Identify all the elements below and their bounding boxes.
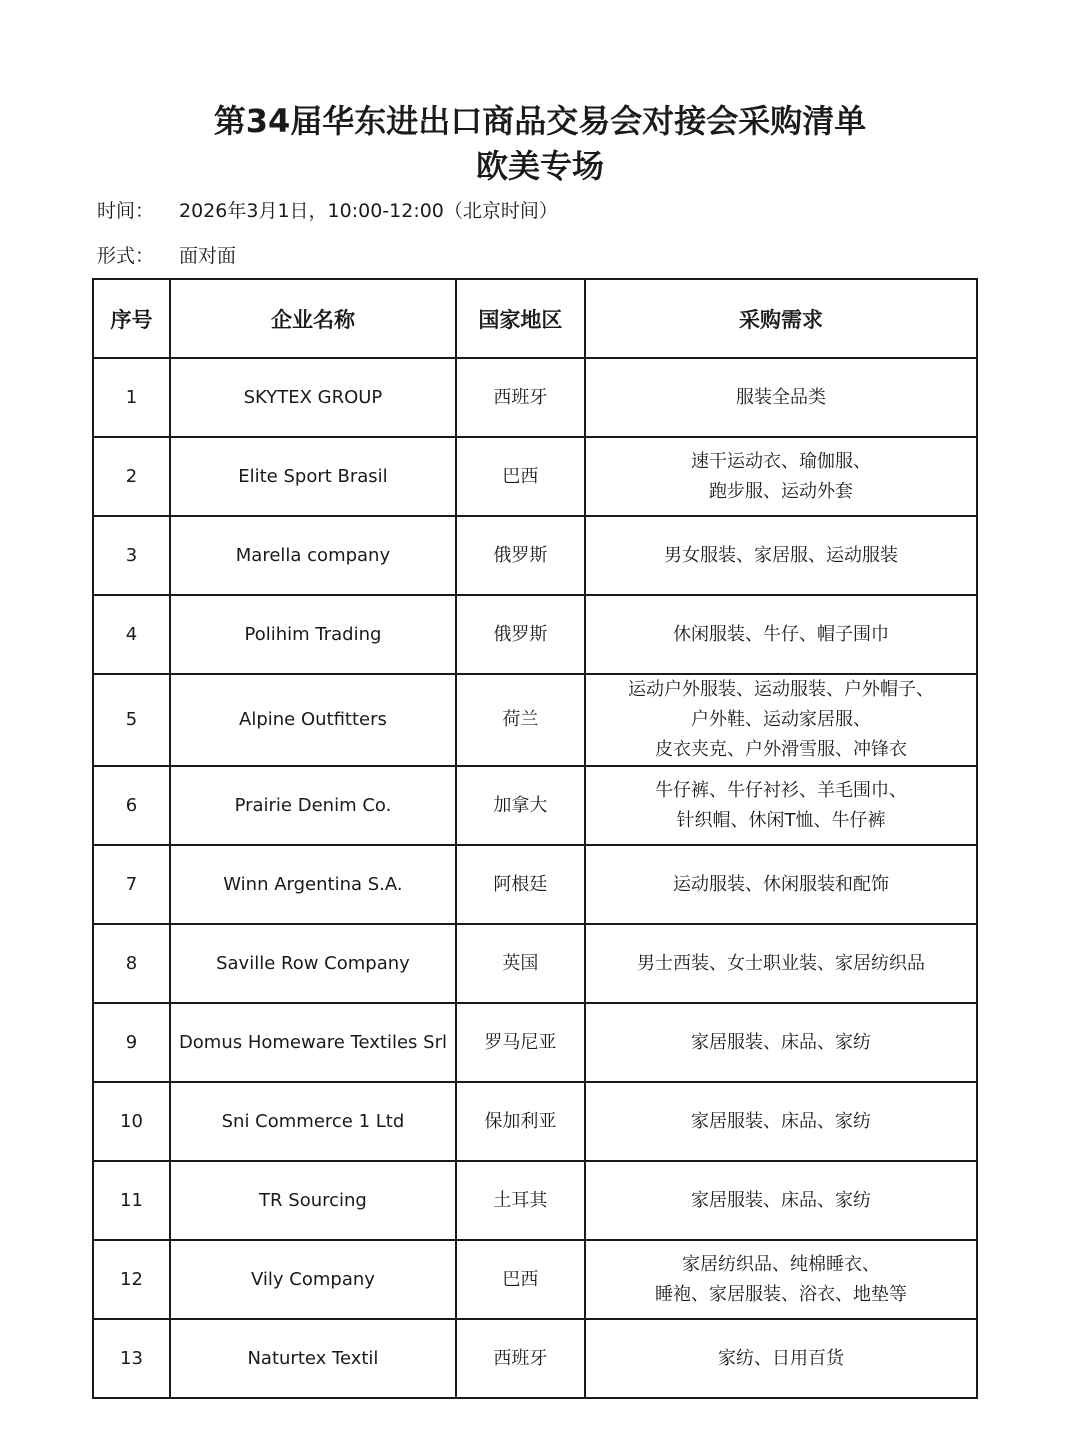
cell-company-name: Alpine Outfitters — [170, 674, 456, 766]
needs-line: 速干运动衣、瑜伽服、 — [690, 450, 871, 472]
time-label: 时间： — [97, 200, 155, 222]
cell-needs — [585, 1161, 977, 1240]
header-needs: 采购需求 — [585, 279, 977, 358]
cell-needs — [585, 595, 977, 674]
table-header-row — [93, 279, 977, 358]
cell-seq: 12 — [93, 1240, 170, 1319]
cell-seq: 13 — [93, 1319, 170, 1398]
cell-company-name: Polihim Trading — [170, 595, 456, 674]
needs-line: 休闲服装、牛仔、帽子围巾 — [672, 623, 889, 645]
cell-company-name: Marella company — [170, 516, 456, 595]
cell-needs — [585, 674, 977, 766]
needs-line: 户外鞋、运动家居服、 — [690, 709, 871, 730]
needs-line: 跑步服、运动外套 — [708, 480, 853, 502]
needs-line: 睡袍、家居服装、浴衣、地垫等 — [654, 1283, 907, 1305]
cell-seq: 9 — [93, 1003, 170, 1082]
cell-needs — [585, 437, 977, 516]
cell-needs — [585, 1240, 977, 1319]
cell-country: 西班牙 — [456, 358, 585, 437]
cell-needs — [585, 924, 977, 1003]
needs-line: 男女服装、家居服、运动服装 — [663, 544, 898, 566]
cell-company-name: Vily Company — [170, 1240, 456, 1319]
cell-needs — [585, 845, 977, 924]
time-value: 2026年3月1日，10:00-12:00（北京时间） — [179, 200, 558, 222]
cell-company-name: Sni Commerce 1 Ltd — [170, 1082, 456, 1161]
header-country: 国家地区 — [456, 279, 585, 358]
table-row — [93, 924, 977, 1003]
cell-seq: 5 — [93, 674, 170, 766]
cell-company-name: Domus Homeware Textiles Srl — [170, 1003, 456, 1082]
cell-country: 俄罗斯 — [456, 595, 585, 674]
table-row — [93, 674, 977, 766]
cell-company-name: Saville Row Company — [170, 924, 456, 1003]
table-row — [93, 845, 977, 924]
cell-seq: 11 — [93, 1161, 170, 1240]
needs-line: 服装全品类 — [735, 386, 826, 408]
cell-country: 巴西 — [456, 1240, 585, 1319]
cell-needs — [585, 1003, 977, 1082]
cell-company-name: Winn Argentina S.A. — [170, 845, 456, 924]
cell-company-name: SKYTEX GROUP — [170, 358, 456, 437]
table-row — [93, 437, 977, 516]
table-row — [93, 766, 977, 845]
cell-seq: 7 — [93, 845, 170, 924]
cell-country: 俄罗斯 — [456, 516, 585, 595]
cell-needs — [585, 1082, 977, 1161]
cell-seq: 3 — [93, 516, 170, 595]
cell-company-name: Elite Sport Brasil — [170, 437, 456, 516]
needs-line: 运动户外服装、运动服装、户外帽子、 — [627, 679, 934, 700]
document-title: 第34届华东进出口商品交易会对接会采购清单 — [213, 102, 867, 140]
needs-line: 家居纺织品、纯棉睡衣、 — [681, 1253, 880, 1275]
needs-line: 家居服装、床品、家纺 — [690, 1189, 871, 1211]
procurement-table — [92, 278, 978, 1399]
cell-country: 荷兰 — [456, 674, 585, 766]
form-value: 面对面 — [179, 245, 237, 267]
needs-line: 男士西装、女士职业装、家居纺织品 — [636, 952, 925, 974]
needs-line: 皮衣夹克、户外滑雪服、冲锋衣 — [654, 739, 907, 760]
cell-seq: 2 — [93, 437, 170, 516]
document-subtitle: 欧美专场 — [475, 147, 604, 185]
needs-line: 家居服装、床品、家纺 — [690, 1031, 871, 1053]
table-row — [93, 595, 977, 674]
table-row — [93, 1082, 977, 1161]
cell-country: 罗马尼亚 — [456, 1003, 585, 1082]
cell-seq: 1 — [93, 358, 170, 437]
header-company: 企业名称 — [170, 279, 456, 358]
table-row — [93, 1319, 977, 1398]
cell-country: 加拿大 — [456, 766, 585, 845]
cell-seq: 8 — [93, 924, 170, 1003]
needs-line: 运动服装、休闲服装和配饰 — [672, 873, 889, 895]
cell-needs — [585, 358, 977, 437]
cell-seq: 4 — [93, 595, 170, 674]
cell-country: 英国 — [456, 924, 585, 1003]
cell-country: 保加利亚 — [456, 1082, 585, 1161]
cell-country: 巴西 — [456, 437, 585, 516]
table-row — [93, 516, 977, 595]
needs-line: 家纺、日用百货 — [717, 1347, 844, 1369]
needs-line: 家居服装、床品、家纺 — [690, 1110, 871, 1132]
cell-company-name: Naturtex Textil — [170, 1319, 456, 1398]
cell-country: 土耳其 — [456, 1161, 585, 1240]
cell-seq: 6 — [93, 766, 170, 845]
cell-needs — [585, 1319, 977, 1398]
header-seq: 序号 — [93, 279, 170, 358]
table-row — [93, 1003, 977, 1082]
meta-form — [97, 243, 236, 269]
cell-country: 阿根廷 — [456, 845, 585, 924]
table-row — [93, 358, 977, 437]
meta-time — [97, 198, 558, 224]
cell-company-name: Prairie Denim Co. — [170, 766, 456, 845]
needs-line: 针织帽、休闲T恤、牛仔裤 — [676, 809, 886, 831]
form-label: 形式： — [97, 245, 155, 267]
cell-country: 西班牙 — [456, 1319, 585, 1398]
cell-needs — [585, 766, 977, 845]
cell-seq: 10 — [93, 1082, 170, 1161]
cell-needs — [585, 516, 977, 595]
table-row — [93, 1240, 977, 1319]
table-body — [93, 358, 977, 1398]
needs-line: 牛仔裤、牛仔衬衫、羊毛围巾、 — [654, 779, 907, 801]
table-row — [93, 1161, 977, 1240]
cell-company-name: TR Sourcing — [170, 1161, 456, 1240]
